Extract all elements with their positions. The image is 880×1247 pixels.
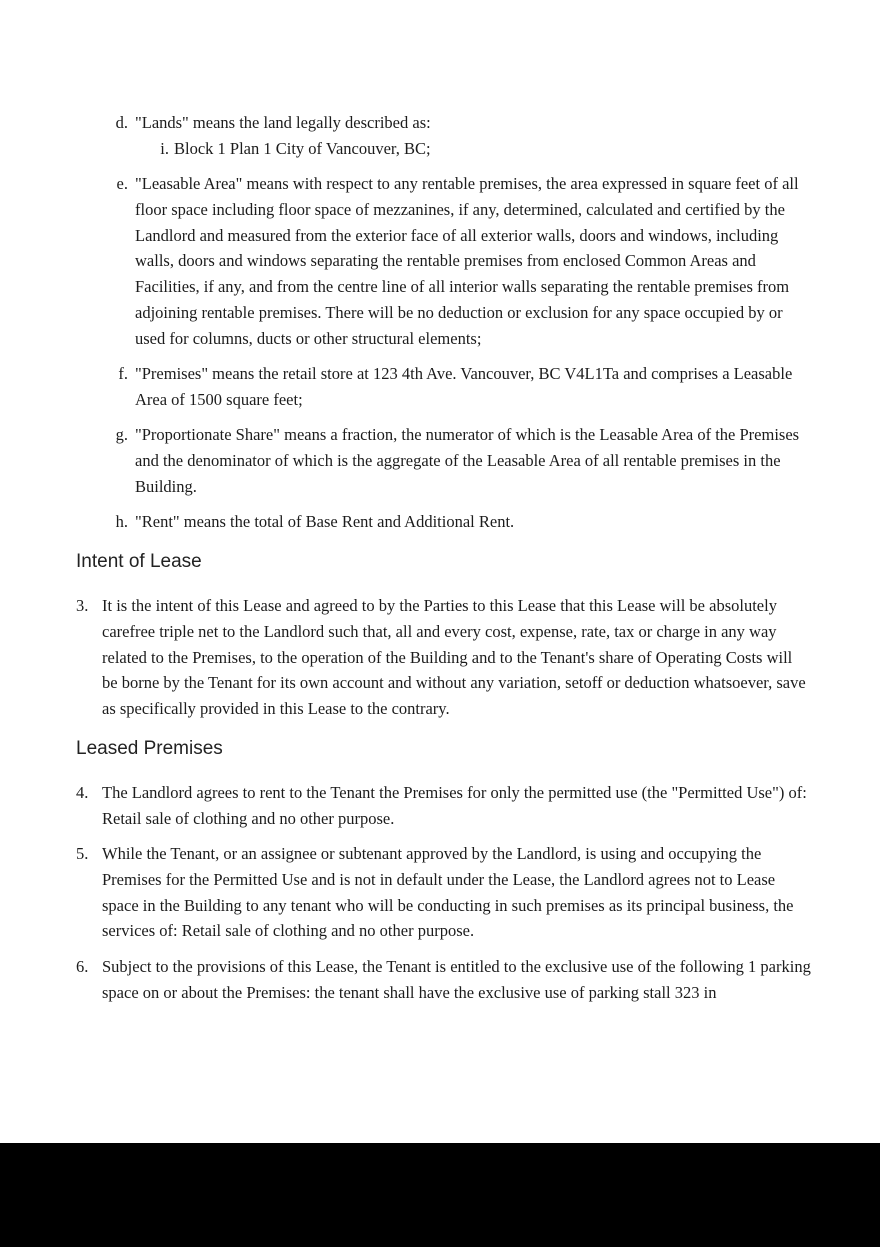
list-marker: g. [115, 425, 128, 445]
definition-item-e [76, 171, 811, 352]
list-marker: 3. [76, 595, 89, 615]
section-heading-intent-of-lease: Intent of Lease [76, 550, 202, 572]
definition-text: "Leasable Area" means with respect to any rentable premises, the area expressed in square feet of all floor space including floor space of mezzanines, if any, determined, calculated and certified by the Landlord and measured from the exterior face of all exterior walls, doors and windows, including walls, doors and windows separating the rentable premises from enclosed Common Areas and Facilities, if any, and from the centre line of all interior walls separating the rentable premises from adjoining rentable premises. There will be no deduction or exclusion for any space occupied by or used for columns, ducts or other structural elements; [135, 174, 799, 348]
definition-item-d [76, 110, 811, 162]
sub-list-marker: i. [160, 138, 169, 158]
clause-text: While the Tenant, or an assignee or subtenant approved by the Landlord, is using and occupying the Premises for the Permitted Use and is not in default under the Lease, the Landlord agrees not to Lease space in the Building to any tenant who will be conducting in such premises as its principal business, the services of: Retail sale of clothing and no other purpose. [102, 844, 794, 941]
list-marker: f. [118, 364, 128, 384]
definition-subtext: Block 1 Plan 1 City of Vancouver, BC; [174, 138, 431, 158]
definition-text: "Lands" means the land legally described as: [135, 113, 431, 132]
list-marker: 4. [76, 782, 89, 802]
list-marker: 5. [76, 844, 89, 864]
definition-item-h [76, 509, 811, 535]
definition-item-g [76, 422, 811, 499]
definitions-list [76, 110, 811, 535]
clause-text: Subject to the provisions of this Lease, the Tenant is entitled to the exclusive use of the following 1 parking space on or about the Premises: the tenant shall have the exclusive use of parking stall 323 in [102, 956, 811, 1002]
list-marker: 6. [76, 956, 89, 976]
definition-text-wrap [135, 110, 811, 162]
definition-text: "Premises" means the retail store at 123 4th Ave. Vancouver, BC V4L1Ta and comprises a Leasable Area of 1500 square feet; [135, 364, 793, 409]
clause-text: It is the intent of this Lease and agreed to by the Parties to this Lease that this Lease will be absolutely carefree triple net to the Landlord such that, all and every cost, expense, rate, tax or charge in any way related to the Premises, to the operation of the Building and to the Tenant's share of Operating Costs will be borne by the Tenant for its own account and without any variation, setoff or deduction whatsoever, save as specifically provided in this Lease to the contrary. [102, 595, 806, 719]
list-marker: h. [115, 512, 128, 532]
definition-subitem-i [135, 136, 811, 162]
clause-item-4 [76, 780, 811, 832]
clause-item-3 [76, 593, 811, 722]
list-marker: d. [115, 113, 128, 132]
section-heading-leased-premises: Leased Premises [76, 737, 223, 759]
intent-of-lease-clauses [76, 593, 811, 722]
definition-text: "Rent" means the total of Base Rent and Additional Rent. [135, 512, 515, 532]
leased-premises-clauses [76, 780, 811, 1005]
list-marker: e. [116, 174, 128, 194]
definition-item-f [76, 361, 811, 413]
definition-text: "Proportionate Share" means a fraction, the numerator of which is the Leasable Area of the Premises and the denominator of which is the aggregate of the Leasable Area of all rentable premises in the Building. [135, 425, 800, 496]
clause-text: The Landlord agrees to rent to the Tenant the Premises for only the permitted use (the "Permitted Use") of: Retail sale of clothing and no other purpose. [102, 782, 807, 828]
clause-item-5 [76, 841, 811, 944]
bottom-letterbox-bar [0, 1143, 880, 1247]
clause-item-6 [76, 954, 811, 1006]
